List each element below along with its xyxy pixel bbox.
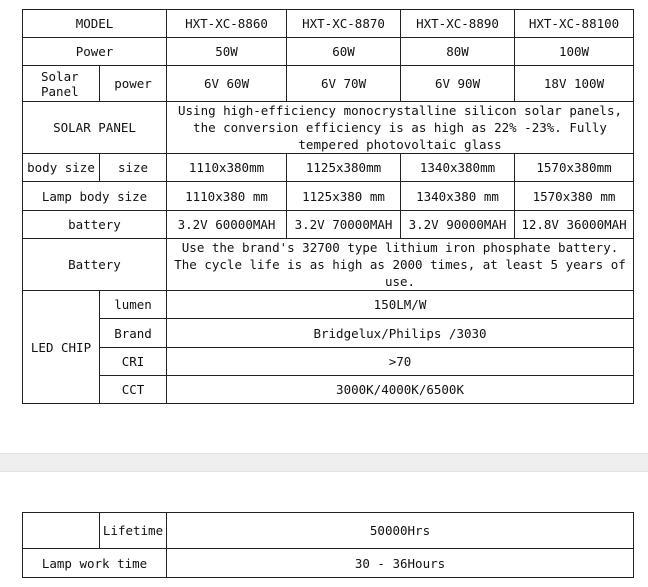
- table-row: [23, 66, 634, 102]
- table-row: [23, 211, 634, 239]
- empty-cell: [23, 513, 100, 549]
- model-cell: HXT-XC-8890: [401, 10, 515, 38]
- brand-value: Bridgelux/Philips /3030: [167, 319, 634, 348]
- size-label: size: [100, 154, 167, 182]
- battery-cell: 3.2V 70000MAH: [287, 211, 401, 239]
- battery-cell: 3.2V 90000MAH: [401, 211, 515, 239]
- table-row: [23, 319, 634, 348]
- table-row: [23, 38, 634, 66]
- power-cell: 60W: [287, 38, 401, 66]
- model-cell: HXT-XC-8860: [167, 10, 287, 38]
- page-separator: [0, 453, 648, 472]
- lifetime-label: Lifetime: [100, 513, 167, 549]
- battery-cell: 12.8V 36000MAH: [515, 211, 634, 239]
- battery-label: battery: [23, 211, 167, 239]
- battery-desc-label: Battery: [23, 239, 167, 291]
- lamp-work-time-label: Lamp work time: [23, 549, 167, 578]
- lamp-body-size-cell: 1340x380 mm: [401, 182, 515, 211]
- lamp-body-size-cell: 1125x380 mm: [287, 182, 401, 211]
- brand-label: Brand: [100, 319, 167, 348]
- lumen-value: 150LM/W: [167, 291, 634, 319]
- table-row: [23, 549, 634, 578]
- table-row: [23, 154, 634, 182]
- body-size-label: body size: [23, 154, 100, 182]
- lamp-body-size-label: Lamp body size: [23, 182, 167, 211]
- solar-power-cell: 18V 100W: [515, 66, 634, 102]
- table-row: [23, 182, 634, 211]
- battery-cell: 3.2V 60000MAH: [167, 211, 287, 239]
- cct-value: 3000K/4000K/6500K: [167, 376, 634, 404]
- solar-panel-label: [23, 66, 100, 102]
- lifetime-value: 50000Hrs: [167, 513, 634, 549]
- solar-power-cell: 6V 70W: [287, 66, 401, 102]
- solar-panel-desc-label: SOLAR PANEL: [23, 102, 167, 154]
- power-label: Power: [23, 38, 167, 66]
- table-row: [23, 348, 634, 376]
- solar-power-cell: 6V 90W: [401, 66, 515, 102]
- body-size-cell: 1125x380mm: [287, 154, 401, 182]
- table-row: [23, 239, 634, 291]
- led-chip-label: LED CHIP: [23, 291, 100, 404]
- model-cell: HXT-XC-88100: [515, 10, 634, 38]
- lamp-body-size-cell: 1110x380 mm: [167, 182, 287, 211]
- power-cell: 100W: [515, 38, 634, 66]
- spec-table: [22, 9, 634, 404]
- table-row: [23, 376, 634, 404]
- body-size-cell: 1110x380mm: [167, 154, 287, 182]
- lower-spec-table: [22, 512, 634, 578]
- solar-power-cell: 6V 60W: [167, 66, 287, 102]
- table-row: [23, 513, 634, 549]
- battery-desc: Use the brand's 32700 type lithium iron phosphate battery. The cycle life is as high as 2000 times, at least 5 years of use.: [167, 239, 634, 291]
- body-size-cell: 1570x380mm: [515, 154, 634, 182]
- lamp-body-size-cell: 1570x380 mm: [515, 182, 634, 211]
- solar-power-label: power: [100, 66, 167, 102]
- power-cell: 50W: [167, 38, 287, 66]
- table-row: [23, 102, 634, 154]
- model-label: MODEL: [23, 10, 167, 38]
- cri-label: CRI: [100, 348, 167, 376]
- table-row: [23, 10, 634, 38]
- table-row: [23, 291, 634, 319]
- solar-panel-label-line: Solar: [41, 68, 79, 84]
- solar-panel-label-line: Panel: [41, 83, 79, 99]
- cri-value: >70: [167, 348, 634, 376]
- solar-panel-desc: Using high-efficiency monocrystalline silicon solar panels, the conversion efficiency is as high as 22% -23%. Fully tempered photovoltaic glass: [167, 102, 634, 154]
- lumen-label: lumen: [100, 291, 167, 319]
- lamp-work-time-value: 30 - 36Hours: [167, 549, 634, 578]
- cct-label: CCT: [100, 376, 167, 404]
- power-cell: 80W: [401, 38, 515, 66]
- model-cell: HXT-XC-8870: [287, 10, 401, 38]
- body-size-cell: 1340x380mm: [401, 154, 515, 182]
